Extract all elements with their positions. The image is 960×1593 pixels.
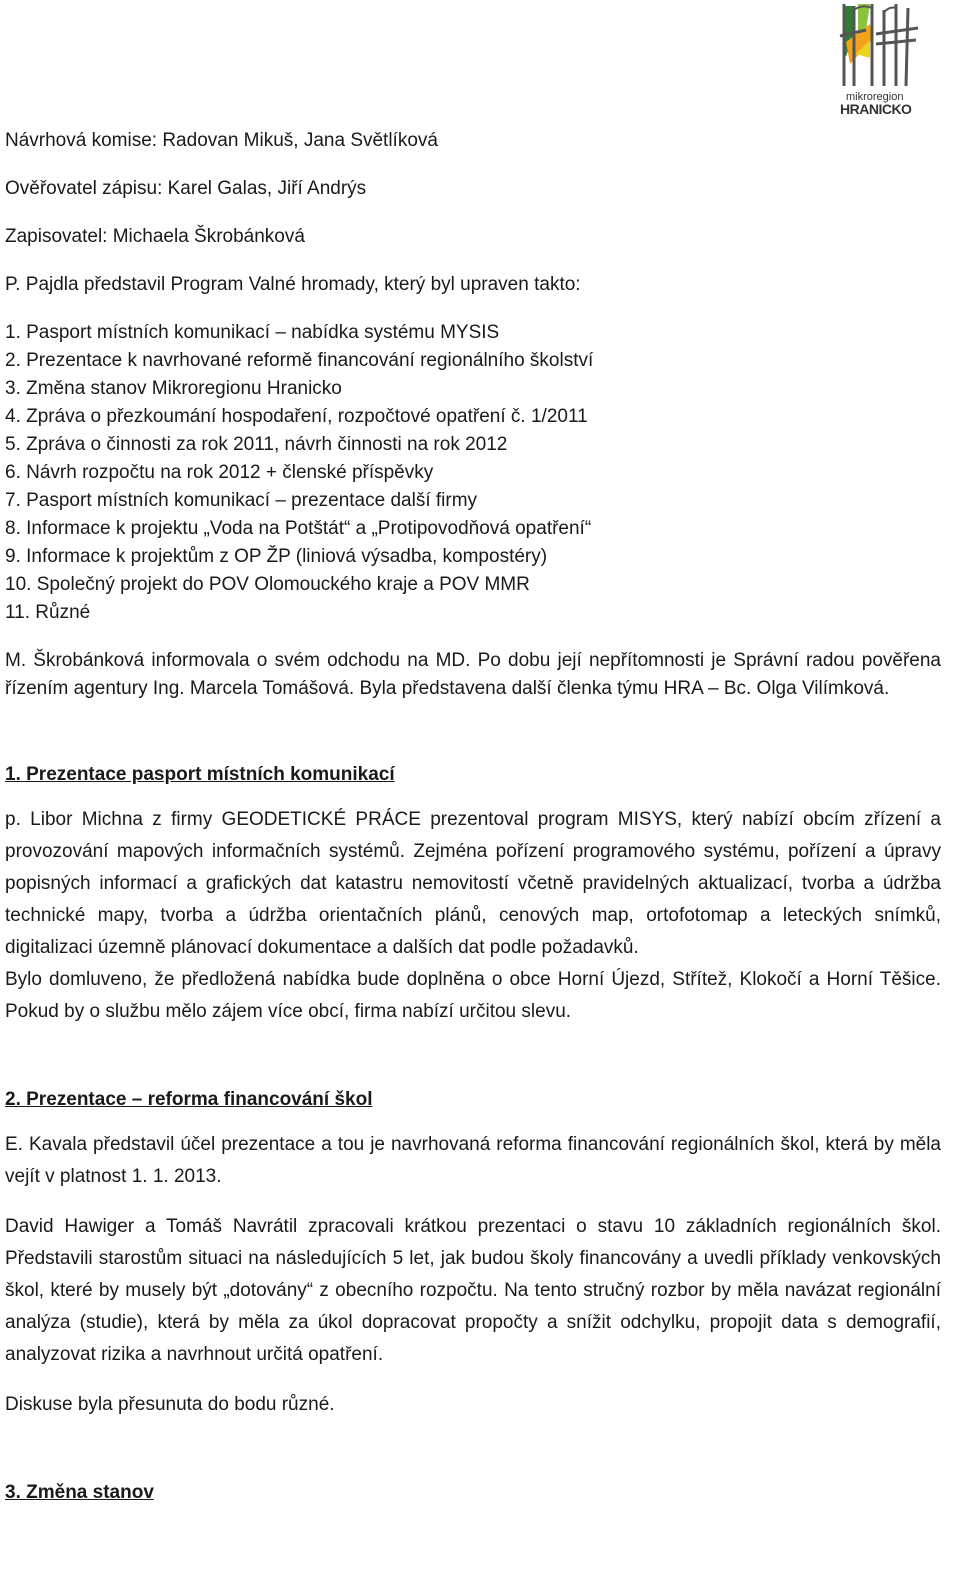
agenda-item: 1. Pasport místních komunikací – nabídka systému MYSIS (5, 322, 500, 343)
recorder-line: Zapisovatel: Michaela Škrobánková (5, 226, 305, 247)
section-2-paragraph-1: E. Kavala představil účel prezentace a tou je navrhovaná reforma financování regionálních škol, která by měla vejít v platnost 1. 1. 2013. (5, 1134, 941, 1187)
agenda-item: 5. Zpráva o činnosti za rok 2011, návrh činnosti na rok 2012 (5, 434, 508, 455)
program-intro-line: P. Pajdla představil Program Valné hromady, který byl upraven takto: (5, 274, 581, 295)
agenda-item: 6. Návrh rozpočtu na rok 2012 + členské příspěvky (5, 462, 434, 483)
agenda-item: 4. Zpráva o přezkoumání hospodaření, rozpočtové opatření č. 1/2011 (5, 406, 588, 427)
agenda-list (5, 319, 941, 627)
agenda-item: 9. Informace k projektům z OP ŽP (liniová výsadba, kompostéry) (5, 546, 548, 567)
agenda-item: 11. Různé (5, 602, 91, 623)
agenda-item: 3. Změna stanov Mikroregionu Hranicko (5, 378, 342, 399)
logo-small-text: mikroregion (846, 91, 904, 103)
agenda-item: 10. Společný projekt do POV Olomouckého kraje a POV MMR (5, 574, 530, 595)
section-1-paragraph-2: Bylo domluveno, že předložená nabídka bude doplněna o obce Horní Újezd, Střítež, Klokočí a Horní Těšice. Pokud by o službu mělo zájem více obcí, firma nabízí určitou slevu. (5, 969, 941, 1022)
section-1-paragraph-1: p. Libor Michna z firmy GEODETICKÉ PRÁCE prezentoval program MISYS, který nabízí obcím zřízení a provozování mapových informačních systémů. Zejména pořízení programového systému, pořízení a úpravy popisných informací a grafických dat katastru nemovitostí včetně pravidelných aktualizací, tvorba a údržba technické mapy, tvorba a údržba orientačních plánů, cenových map, ortofotomap a leteckých snímků, digitalizaci územně plánovací dokumentace a dalších dat podle požadavků. (5, 809, 941, 958)
section-heading-1: 1. Prezentace pasport místních komunikací (5, 764, 395, 785)
agenda-item: 2. Prezentace k navrhované reformě financování regionálního školství (5, 350, 594, 371)
agenda-item: 8. Informace k projektu „Voda na Potštát“ a „Protipovodňová opatření“ (5, 518, 592, 539)
intro-paragraph: M. Škrobánková informovala o svém odchodu na MD. Po dobu její nepřítomnosti je Správní radou pověřena řízením agentury Ing. Marcela Tomášová. Byla představena další členka týmu HRA – Bc. Olga Vilímková. (5, 650, 941, 699)
mikroregion-logo (836, 0, 922, 118)
document-body (5, 127, 941, 1522)
section-2-paragraph-3: Diskuse byla přesunuta do bodu různé. (5, 1394, 335, 1415)
section-heading-2: 2. Prezentace – reforma financování škol (5, 1089, 373, 1110)
commission-line: Návrhová komise: Radovan Mikuš, Jana Světlíková (5, 130, 438, 151)
section-heading-3: 3. Změna stanov (5, 1482, 154, 1503)
verifier-line: Ověřovatel zápisu: Karel Galas, Jiří Andrýs (5, 178, 367, 199)
section-2-paragraph-2: David Hawiger a Tomáš Navrátil zpracovali krátkou prezentaci o stavu 10 základních regionálních škol. Představili starostům situaci na následujících 5 let, jak budou školy financovány a uvedli příklady venkovských škol, které by musely být „dotovány“ z obecního rozpočtu. Na tento stručný rozbor by měla navázat regionální analýza (studie), která by měla za úkol dopracovat propočty a snížit odchylku, propojit data s demografií, analyzovat rizika a navrhnout určitá opatření. (5, 1216, 941, 1365)
logo-mark-icon (836, 0, 922, 92)
logo-big-text: HRANICKO (840, 101, 912, 117)
agenda-item: 7. Pasport místních komunikací – prezentace další firmy (5, 490, 478, 511)
